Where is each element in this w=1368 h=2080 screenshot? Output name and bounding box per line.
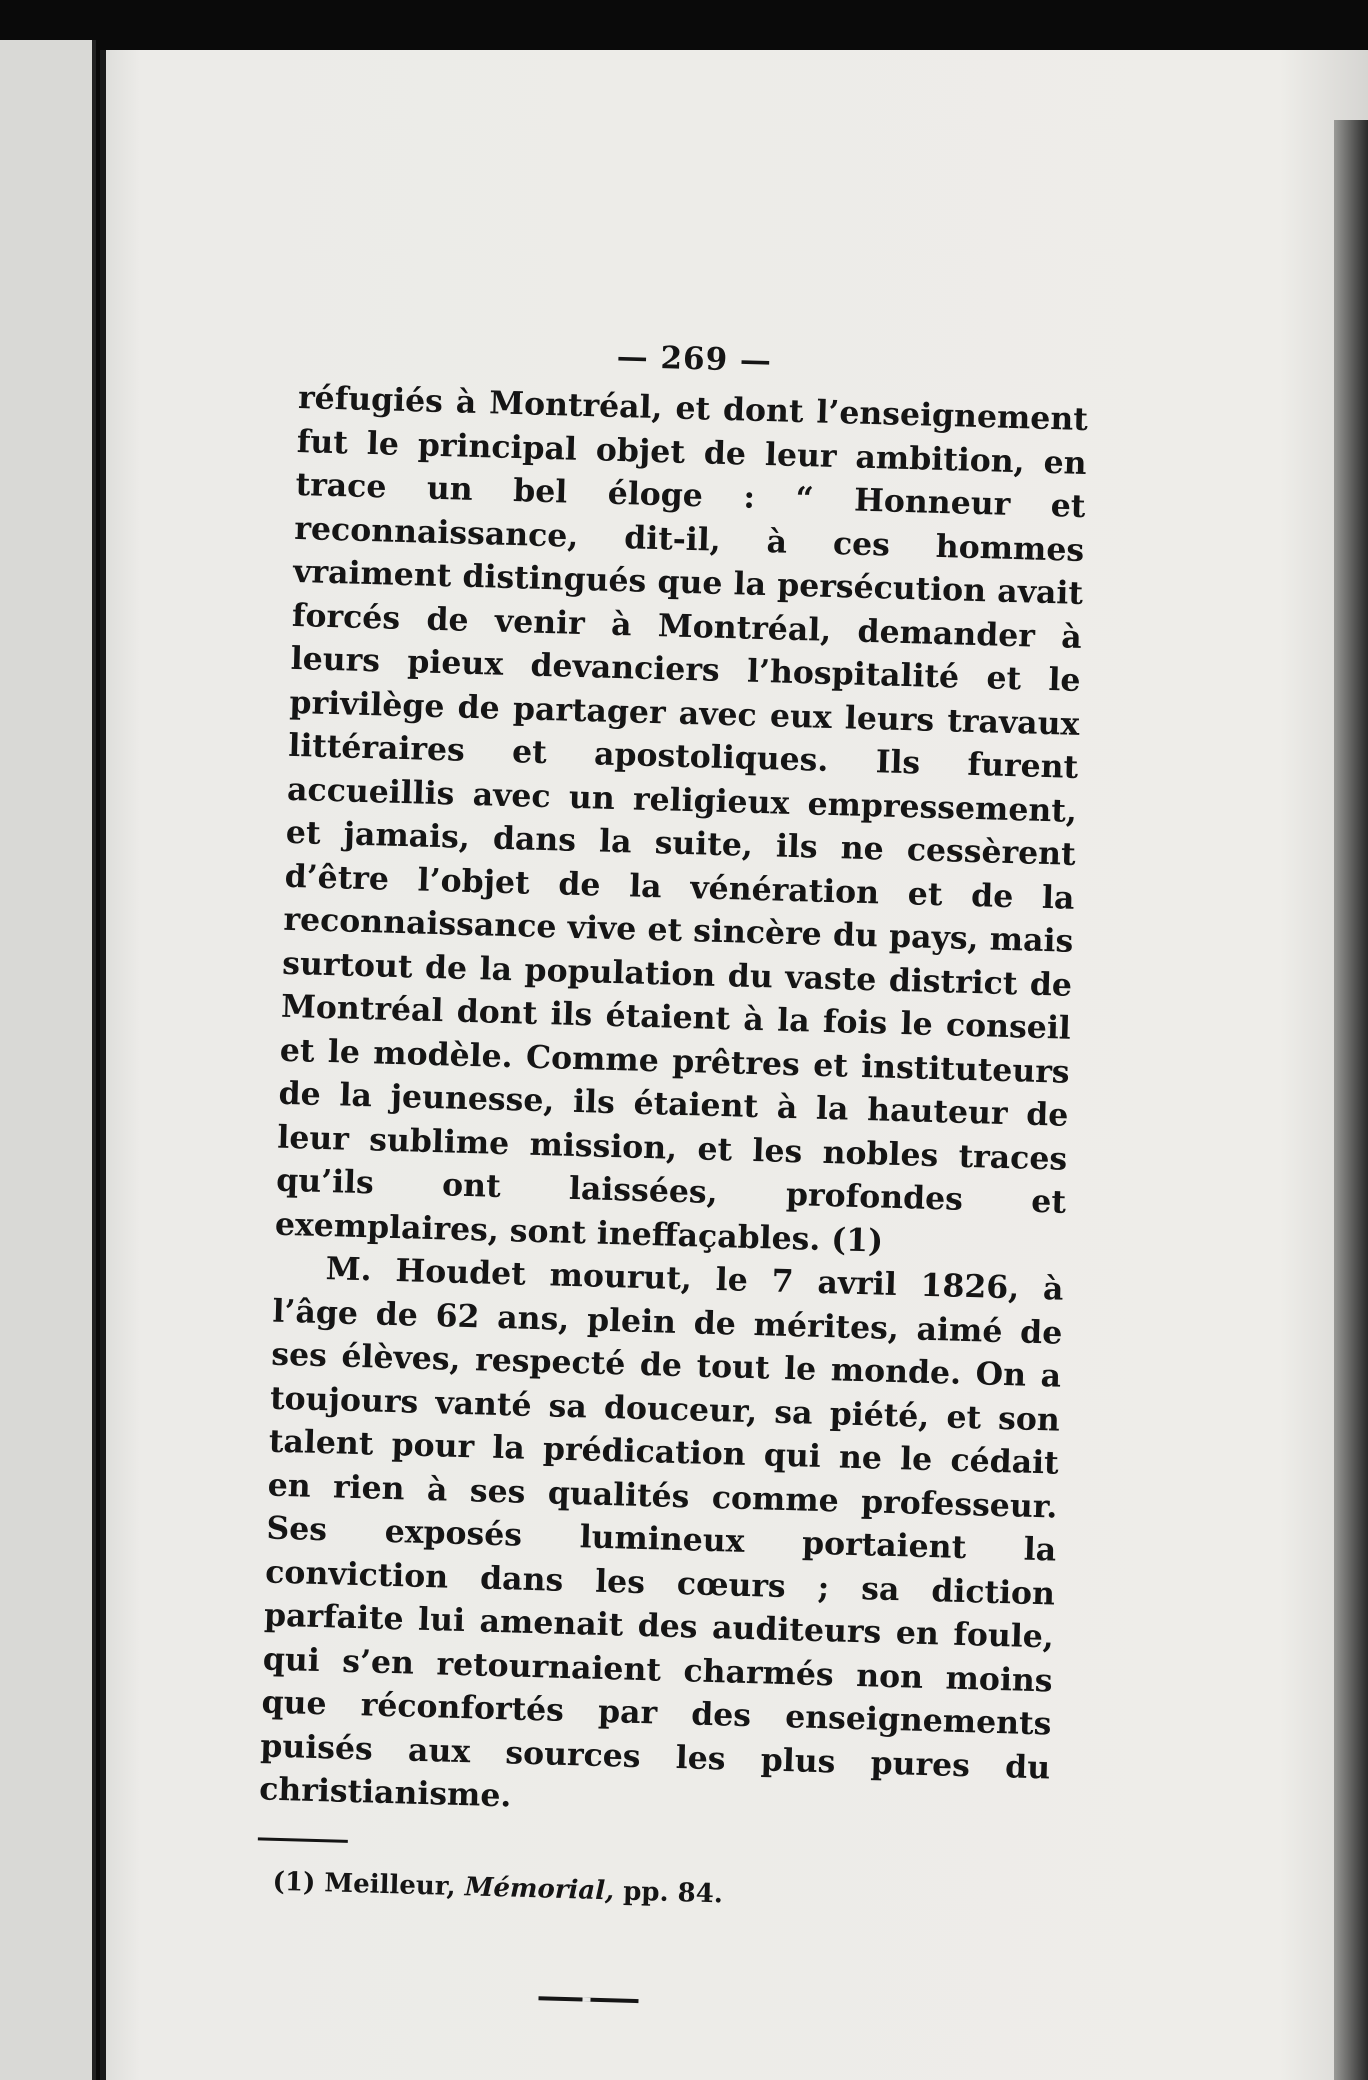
- previous-page-edge: [0, 40, 95, 2080]
- paragraph-1: réfugiés à Montréal, et dont l’enseignement fut le principal objet de leur ambition, en trace un bel éloge : “ Honneur et reconnaissance, dit-il, à ces hommes vraiment distingués que la persécution avait forcés de venir à Montréal, demander à leurs pieux devanciers l’hospitalité et le privilège de partager avec eux leurs travaux littéraires et apostoliques. Ils furent accueillis avec un religieux empressement, et jamais, dans la suite, ils ne cessèrent d’être l’objet de la vénération et de la reconnaissance vive et sincère du pays, mais surtout de la population du vaste district de Montréal dont ils étaient à la fois le conseil et le modèle. Comme prêtres et instituteurs de la jeunesse, ils étaient à la hauteur de leur sublime mission, et les nobles traces qu’ils ont laissées, profondes et exemplaires, sont ineffaçables. (1): [274, 378, 1089, 1260]
- page-content: [254, 330, 1090, 2014]
- book-edge-shadow: [1334, 120, 1368, 2080]
- page-number: — 269 —: [616, 338, 773, 380]
- footnote-rule: [258, 1837, 348, 1843]
- footnote-work: Mémorial,: [464, 1871, 615, 1906]
- footnote: [256, 1864, 1047, 1920]
- footnote-marker: (1): [272, 1866, 316, 1898]
- paragraph-2: M. Houdet mourut, le 7 avril 1826, à l’âge de 62 ans, plein de mérites, aimé de ses élèves, respecté de tout le monde. On a toujours vanté sa douceur, sa piété, et son talent pour la prédication qui ne le cédait en rien à ses qualités comme professeur. Ses exposés lumineux portaient la conviction dans les cœurs ; sa diction parfaite lui amenait des auditeurs en foule, qui s’en retournaient charmés non moins que réconfortés par des enseignements puisés aux sources les plus pures du christianisme.: [258, 1250, 1065, 1815]
- footnote-pages: pp. 84.: [622, 1876, 724, 1909]
- gutter-rule: [92, 40, 96, 2080]
- page-spine-shadow: [100, 50, 106, 2080]
- footnote-author: Meilleur,: [323, 1867, 457, 1902]
